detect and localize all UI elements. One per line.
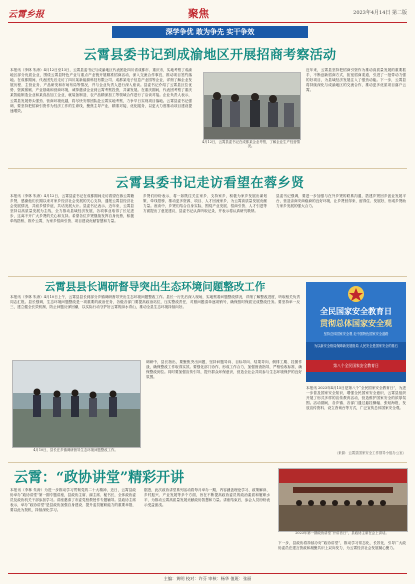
divider-3: [8, 462, 407, 463]
section-title: 聚焦: [188, 8, 209, 20]
article5-photo: [278, 468, 408, 532]
header-rule: [8, 22, 407, 23]
article5-body-a: 本报讯（李林 朱涛）为进一步推动学习贯彻党的二十大精神，近日，云霄县政协举办“政协讲堂”第一期专题讲座，县政协主席、副主席、秘书长，全体政协委员及政协机关干部参加学习。讲座邀请了市委党校教授作专题辅导。县政协主席表示，举办“政协讲堂”是县政协加强自身建设、提升委员履职能力的重要举措，要以此为契机，持续深化学习。: [10, 488, 136, 513]
inspection-photo: [13, 361, 140, 447]
article2-body-a: 本报讯（李林 朱涛）4月12日，云霄县委书记在成都期间走访看望在蓉云霄籍乡贤，感谢他们长期以来对家乡经济社会发展的关心支持，通报云霄县经济社会发展情况，共叙乡情乡谊，共话发展大计。县委书记表示，近年来，云霄县坚持以高质量发展为主线，全力推动县域经济发展，各项事业取得了长足进步，这离不开广大乡贤的关心和支持。希望各位乡贤继续发挥自身优势，积极牵线搭桥，推介云霄，为家乡招商引资、项目建设贡献智慧和力量。: [10, 194, 134, 224]
article1-photo: [203, 72, 301, 140]
article1-body-right: 近年来，云霄县坚持把招商引资作为推动高质量发展的重要抓手，不断创新招商方式，拓宽招商渠道，引进了一批带动力强的好项目，为县域经济发展注入了强劲动能。下一步，云霄县将持续深化与成渝地区的交流合作，推动更多优质项目落户云霄。: [306, 68, 406, 93]
article1-photo-caption: 4月12日，云霄县委书记在成都某企业考察，了解企业生产经营情况。: [201, 140, 301, 149]
security-poster: [306, 282, 406, 382]
article1-body: 本报讯（李林 朱涛）4月12日至13日，云霄县委书记与成渝地区代表团赴四川省成都市、重庆市，实地考察了成渝地区部分优质企业，围绕云霄县特色产业与重点产业链开展精准招商活动，深入交流合作事宜，推动项目签约落地。在成都期间，代表团先后走访了四川某新能源科技有限公司、成都某电子信息产业园等企业，详细了解企业发展历程、主营业务、产品研发和市场布局等情况，并与企业负责人进行深入座谈。县委书记介绍了云霄县区位优势、资源禀赋、产业基础和营商环境，诚挚邀请企业到云霄考察投资，共谋发展。在重庆期间，代表团考察了重庆某智能制造企业和某食品加工企业，就装备制造、农产品精深加工等领域合作进行了洽谈对接。企业负责人表示，云霄县发展势头强劲、营商环境优越，将尽快安排团队赴云霄实地考察，力争早日实现项目落地。云霄县委书记强调，要坚持把招商引资作为经济工作的生命线，聚焦主导产业，精准对接，优化服务，以更大力度推动项目建设提速增效。: [10, 68, 192, 113]
poster-title-1: 全民国家安全教育日: [320, 306, 392, 316]
divider-1: [8, 168, 407, 169]
footer-credits: 主编：黄明 校对：许芬 审核：杨华 值班：张丽: [163, 576, 252, 581]
article1-title: 云霄县委书记到成渝地区开展招商考察活动: [83, 48, 337, 63]
article3-photo: [12, 360, 141, 448]
article2-title: 云霄县委书记走访看望在蓉乡贤: [115, 176, 305, 191]
meeting-photo: [204, 73, 300, 139]
article5-photo-caption: 2023年第一期政协讲堂“开讲首日”，县政协主席在会上讲话。: [295, 531, 389, 535]
masthead: 云霄乡报: [8, 10, 45, 20]
article5-body-b: 据悉，此次政协讲堂系列活动将每月举办一期，内容涵盖理论学习、政策解读、乡村振兴、产业发展等多个方面，旨在不断提高政协委员的政治素质和履职水平，为推动云霄高质量发展贡献政协智慧和力量。讲座结束后，参会人员纷纷表示受益匪浅。: [144, 488, 270, 508]
lecture-photo: [279, 469, 407, 531]
slogan-banner: 深学争优 敢为争先 实干争效: [112, 26, 308, 38]
article5-title: 云霄：“政协讲堂”精彩开讲: [14, 470, 185, 486]
article4-body: 本报讯 2023年4月15日是第八个“全民国家安全教育日”，为进一步普及国家安全知识，增强全民国家安全意识，云霄县组织开展了形式多样的宣传教育活动，营造维护国家安全的浓厚氛围。活动期间，各乡镇、各部门通过悬挂横幅、张贴海报、发放宣传资料、设立咨询台等方式，广泛宣传总体国家安全观。: [306, 386, 406, 411]
poster-title-2: 贯彻总体国家安全观: [320, 318, 392, 328]
page-header: [8, 6, 407, 20]
poster-slogan: 坚持总体国家安全观 走中国特色国家安全道路: [323, 332, 389, 336]
article4-note: （来源：云霄县国家安全工作领导小组办公室）: [334, 451, 406, 455]
article3-photo-caption: 4月10日，县长在乡镇调研督导生态环境问题整改工作。: [33, 448, 118, 452]
article2-body-c: 县委书记强调，要进一步加强与在外乡贤的联系沟通，搭建乡贤回乡创业发展平台，营造亲商安商稳商的良好环境，让乡贤回得来、留得住、发展好，形成乡贤助力家乡发展的强大合力。: [276, 194, 406, 209]
article3-body-b: 调研中，县长指出，要聚焦突出问题，坚持问题导向、目标导向、结果导向，倒排工期、挂图作战，确保整改工作取得实效。要强化部门协作，形成工作合力，加强督查指导，严格验收标准，确保整改到位。同时要加强宣传引导，提升群众环保意识，营造全社会共同参与生态环境保护的良好氛围。: [146, 360, 302, 380]
article3-body: 本报讯（李林 朱涛）4月10日上午，云霄县县长到部分乡镇调研督导突出生态环境问题整改工作。县长一行先后深入现场，实地察看问题整改情况，详细了解整改进度，听取相关负责同志汇报。县长强调，生态环境问题整改是一项重要的政治任务，各级各部门要提高政治站位，压实整改责任，对照问题清单逐项销号，确保按时保质完成整改任务。要坚持举一反三，建立健全长效机制，防止问题反弹回潮，以实际行动守护好云霄的绿水青山，推动全县生态环境持续向好。: [10, 295, 300, 310]
poster-slogan-2: 为以新安全格局保障新发展格局 人民安全是国家安全的基石: [314, 344, 398, 348]
article2-body-b: 乡贤们纷纷表示，将一如既往关注家乡、支持家乡，积极为家乡发展出谋划策、牵线搭桥，推动更多资源、项目、人才回流家乡，为云霄高质量发展贡献力量。座谈中，乡贤们结合自身实际，围绕产业发展、招商引资、人才引进等方面提出了意见建议，县委书记认真听取记录，并表示将认真研究吸纳。: [143, 194, 267, 214]
divider-2: [8, 276, 407, 277]
footer-rule: [8, 573, 407, 574]
poster-strip: 第八个全民国家安全教育日: [333, 363, 379, 368]
article5-body-c: 下一步，县政协将持续办好“政协讲堂”，推动学习常态化、长效化，引导广大政协委员在建言资政和凝聚共识上双向发力，为云霄经济社会发展凝心聚力。: [278, 541, 406, 551]
article3-title: 云霄县县长调研督导突出生态环境问题整改工作: [44, 281, 266, 293]
date-issue: 2023年4月14日 第二版: [353, 10, 407, 16]
